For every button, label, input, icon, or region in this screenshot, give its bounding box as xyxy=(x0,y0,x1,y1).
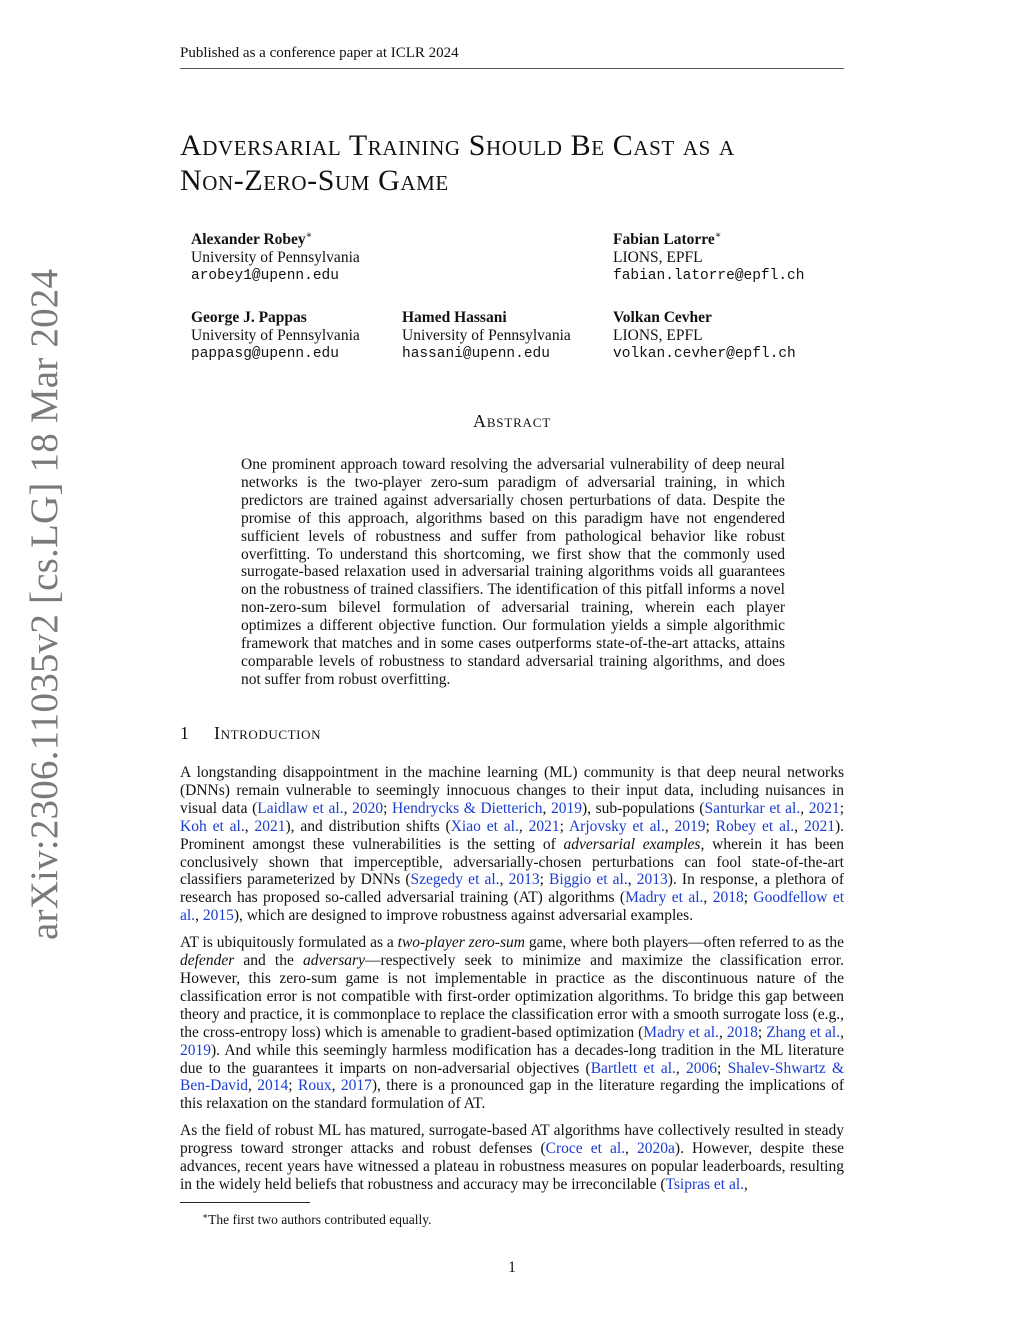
text-run: , xyxy=(542,799,551,817)
text-run: A longstanding disappointment in the machine learning (ML) community is that deep neural networks (DNNs) remain vulnerable to seemingly innocuous changes to their input data, including nuisances in visual data ( xyxy=(180,764,844,817)
footnote-rule xyxy=(180,1202,310,1203)
author-affiliation: LIONS, EPFL xyxy=(613,249,703,266)
text-run: and the xyxy=(234,952,303,970)
text-run: , xyxy=(518,817,529,835)
emphasis-text: adversarial examples xyxy=(563,835,701,853)
title-line-2: Non-Zero-Sum Game xyxy=(180,164,449,197)
text-run: —respectively seek to minimize and maximize the classification error. However, this zero-sum game is not implementable in practice as the discontinuous nature of the classification error is not compatible with first-order optimization algorithms. To bridge this gap between theory and practice, it is commonplace to replace the classification error with a smooth surrogate loss (e.g., the cross-entropy loss) which is amenable to gradient-based optimization ( xyxy=(180,952,844,1041)
author-block xyxy=(613,227,804,285)
text-run: , xyxy=(840,1023,844,1041)
text-run: , xyxy=(499,871,509,889)
abstract-text: One prominent approach toward resolving the adversarial vulnerability of deep neural networks is the two-player zero-sum paradigm of adversarial training, in which predictors are trained against adversarially chosen perturbations of data. Despite the promise of this approach, algorithms based on this paradigm have not engendered sufficient levels of robustness and suffer from pathological behavior like robust overfitting. To understand this shortcoming, we first show that the commonly used surrogate-based relaxation used in adversarial training algorithms voids all guarantees on the robustness of trained classifiers. The identification of this pitfall informs a novel non-zero-sum bilevel formulation of adversarial training, wherein each player optimizes a different objective function. Our formulation yields a simple algorithmic framework that matches and in some cases outperforms state-of-the-art attacks, attains comparable levels of robustness to standard adversarial training algorithms, and does not suffer from robust overfitting. xyxy=(241,456,785,688)
citation-link[interactable]: Santurkar et al. xyxy=(704,799,801,817)
text-run: ). And while this seemingly harmless modification has a decades-long tradition in the ML literature due to the guarantees it imparts on non-adversarial objectives ( xyxy=(180,1041,844,1077)
text-run: , xyxy=(627,871,637,889)
citation-link[interactable]: Tsipras et al. xyxy=(665,1175,745,1193)
emphasis-text: two-player zero-sum xyxy=(397,934,525,952)
citation-link[interactable]: 2013 xyxy=(508,871,540,889)
author-block xyxy=(191,309,360,363)
text-run: , xyxy=(794,817,804,835)
citation-link[interactable]: Shalev-Shwartz & Ben-David xyxy=(180,1059,845,1095)
author-affiliation: University of Pennsylvania xyxy=(191,327,360,344)
citation-link[interactable]: Xiao et al. xyxy=(450,817,519,835)
citation-link[interactable]: 2019 xyxy=(550,799,582,817)
citation-link[interactable]: Bartlett et al. xyxy=(590,1059,676,1077)
text-run: ; xyxy=(743,889,754,907)
citation-link[interactable]: Laidlaw et al. xyxy=(257,799,344,817)
text-run: , xyxy=(675,1059,687,1077)
citation-link[interactable]: Robey et al. xyxy=(715,817,795,835)
citation-link[interactable]: 2021 xyxy=(803,817,835,835)
text-run: ; xyxy=(559,817,569,835)
text-run: , xyxy=(744,1175,748,1193)
citation-link[interactable]: 2018 xyxy=(726,1023,758,1041)
running-header: Published as a conference paper at ICLR 2024 xyxy=(180,44,844,69)
author-name: Volkan Cevher xyxy=(613,309,712,326)
citation-link[interactable]: Hendrycks & Dietterich xyxy=(392,799,543,817)
text-run: ), which are designed to improve robustness against adversarial examples. xyxy=(233,907,694,925)
author-email[interactable]: hassani@upenn.edu xyxy=(402,346,550,362)
citation-link[interactable]: 2020a xyxy=(637,1140,675,1158)
text-run: ). In response, a plethora of research has proposed so-called adversarial training (AT) algorithms ( xyxy=(180,871,845,907)
citation-link[interactable]: 2014 xyxy=(257,1077,289,1095)
author-block xyxy=(402,309,571,363)
author-name: Fabian Latorre∗ xyxy=(613,230,722,248)
citation-link[interactable]: 2015 xyxy=(202,907,234,925)
text-run: ). Prominent amongst these vulnerabilities is the setting of xyxy=(180,817,844,853)
section-number: 1 xyxy=(180,723,190,743)
section-heading xyxy=(180,723,321,744)
text-run: , xyxy=(800,799,809,817)
text-run: ), there is a pronounced gap in the literature regarding the implications of this relaxation on the standard formulation of AT. xyxy=(180,1077,845,1113)
citation-link[interactable]: Goodfellow et al. xyxy=(180,889,845,925)
text-run: , wherein it has been conclusively shown that imperceptible, adversarially-chosen perturbations can fool state-of-the-art classifiers parameterized by DNNs ( xyxy=(180,835,844,889)
citation-link[interactable]: Biggio et al. xyxy=(549,871,628,889)
paragraph xyxy=(180,1122,844,1194)
section-title: Introduction xyxy=(214,723,322,743)
author-affiliation: LIONS, EPFL xyxy=(613,327,703,344)
text-run: game, where both players—often referred to as the xyxy=(524,934,844,952)
text-run: , xyxy=(718,1023,727,1041)
citation-link[interactable]: Croce et al. xyxy=(545,1140,626,1158)
citation-link[interactable]: 2019 xyxy=(180,1041,211,1059)
abstract-heading: Abstract xyxy=(473,411,551,431)
text-run: , xyxy=(625,1140,638,1158)
text-run: ; xyxy=(717,1059,728,1077)
text-run: As the field of robust ML has matured, surrogate-based AT algorithms have collectively resulted in steady progress toward stronger attacks and robust defenses ( xyxy=(180,1122,844,1158)
text-run: ; xyxy=(705,817,716,835)
citation-link[interactable]: Madry et al. xyxy=(625,889,704,907)
paragraph xyxy=(180,934,844,1113)
author-email[interactable]: volkan.cevher@epfl.ch xyxy=(613,346,796,362)
citation-link[interactable]: 2021 xyxy=(528,817,560,835)
body-text xyxy=(180,764,844,1203)
text-run: AT is ubiquitously formulated as a xyxy=(180,934,398,952)
author-name: Hamed Hassani xyxy=(402,309,507,326)
text-run: ; xyxy=(288,1077,298,1095)
citation-link[interactable]: Zhang et al. xyxy=(766,1023,841,1041)
text-run: , xyxy=(703,889,713,907)
citation-link[interactable]: Arjovsky et al. xyxy=(568,817,665,835)
text-run: , xyxy=(331,1077,341,1095)
author-email[interactable]: fabian.latorre@epfl.ch xyxy=(613,268,805,284)
citation-link[interactable]: Koh et al. xyxy=(180,817,245,835)
emphasis-text: adversary xyxy=(302,952,365,970)
text-run: , xyxy=(248,1077,258,1095)
citation-link[interactable]: Szegedy et al. xyxy=(410,871,500,889)
text-run: ), sub-populations ( xyxy=(581,799,705,817)
author-affiliation: University of Pennsylvania xyxy=(402,327,571,344)
citation-link[interactable]: 2021 xyxy=(808,799,840,817)
text-run: , xyxy=(244,817,255,835)
citation-link[interactable]: Madry et al. xyxy=(643,1023,719,1041)
text-run: , xyxy=(343,799,353,817)
author-name: George J. Pappas xyxy=(191,309,307,326)
author-email[interactable]: arobey1@upenn.edu xyxy=(191,268,339,284)
text-run: ; xyxy=(383,799,393,817)
author-block xyxy=(191,227,360,285)
author-affiliation: University of Pennsylvania xyxy=(191,249,360,266)
text-run: ; xyxy=(539,871,550,889)
citation-link[interactable]: 2018 xyxy=(712,889,744,907)
author-email[interactable]: pappasg@upenn.edu xyxy=(191,346,339,362)
emphasis-text: defender xyxy=(180,952,235,970)
author-name: Alexander Robey∗ xyxy=(191,230,313,248)
text-run: ), and distribution shifts ( xyxy=(285,817,451,835)
citation-link[interactable]: 2013 xyxy=(636,871,668,889)
citation-link[interactable]: Roux xyxy=(297,1077,332,1095)
title-line-1: Adversarial Training Should Be Cast as a xyxy=(180,129,735,162)
citation-link[interactable]: 2021 xyxy=(254,817,286,835)
citation-link[interactable]: 2017 xyxy=(340,1077,372,1095)
author-block xyxy=(613,309,796,363)
page-number: 1 xyxy=(508,1259,516,1276)
footnote: ∗The first two authors contributed equally. xyxy=(202,1211,432,1227)
text-run: ; xyxy=(839,799,845,817)
paper-title xyxy=(180,128,844,198)
citation-link[interactable]: 2020 xyxy=(352,799,384,817)
paragraph xyxy=(180,764,844,925)
citation-link[interactable]: 2006 xyxy=(686,1059,718,1077)
text-run: , xyxy=(664,817,675,835)
text-run: , xyxy=(195,907,203,925)
text-run: ). However, despite these advances, recent years have witnessed a plateau in robustness measures on popular leaderboards, resulting in the widely held beliefs that robustness and accuracy may be irreconcilable ( xyxy=(180,1140,845,1193)
text-run: ; xyxy=(757,1023,767,1041)
arxiv-stamp: arXiv:2306.11035v2 [cs.LG] 18 Mar 2024 xyxy=(23,268,66,940)
citation-link[interactable]: 2019 xyxy=(674,817,706,835)
